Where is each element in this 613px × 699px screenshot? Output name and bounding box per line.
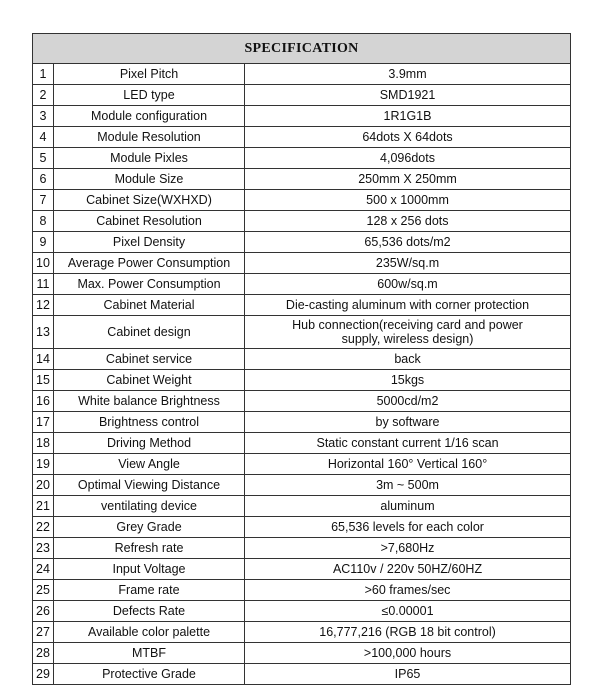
row-item: Cabinet design — [54, 316, 245, 349]
row-value: 250mm X 250mm — [245, 169, 571, 190]
row-number: 23 — [33, 538, 54, 559]
row-item: Available color palette — [54, 622, 245, 643]
row-number: 6 — [33, 169, 54, 190]
row-number: 16 — [33, 391, 54, 412]
row-item: Pixel Pitch — [54, 64, 245, 85]
table-row — [33, 127, 571, 148]
row-value: >60 frames/sec — [245, 580, 571, 601]
row-number: 22 — [33, 517, 54, 538]
table-row — [33, 559, 571, 580]
row-item: Module Resolution — [54, 127, 245, 148]
table-row — [33, 190, 571, 211]
row-value: 65,536 dots/m2 — [245, 232, 571, 253]
row-number: 28 — [33, 643, 54, 664]
row-number: 5 — [33, 148, 54, 169]
row-number: 18 — [33, 433, 54, 454]
row-item: View Angle — [54, 454, 245, 475]
row-number: 4 — [33, 127, 54, 148]
row-value: 3.9mm — [245, 64, 571, 85]
row-item: Grey Grade — [54, 517, 245, 538]
row-item: MTBF — [54, 643, 245, 664]
row-number: 2 — [33, 85, 54, 106]
table-row — [33, 148, 571, 169]
row-value: 128 x 256 dots — [245, 211, 571, 232]
row-number: 29 — [33, 664, 54, 685]
row-value: Die-casting aluminum with corner protection — [245, 295, 571, 316]
row-number: 24 — [33, 559, 54, 580]
row-item: Average Power Consumption — [54, 253, 245, 274]
row-item: Pixel Density — [54, 232, 245, 253]
row-item: Cabinet Material — [54, 295, 245, 316]
table-row — [33, 664, 571, 685]
row-value: 64dots X 64dots — [245, 127, 571, 148]
row-item: Module configuration — [54, 106, 245, 127]
table-row — [33, 433, 571, 454]
row-number: 7 — [33, 190, 54, 211]
row-item: Defects Rate — [54, 601, 245, 622]
row-value: 3m ~ 500m — [245, 475, 571, 496]
row-number: 21 — [33, 496, 54, 517]
row-item: Module Pixles — [54, 148, 245, 169]
row-item: Input Voltage — [54, 559, 245, 580]
row-number: 1 — [33, 64, 54, 85]
row-number: 17 — [33, 412, 54, 433]
row-value: Static constant current 1/16 scan — [245, 433, 571, 454]
row-value: 500 x 1000mm — [245, 190, 571, 211]
table-row — [33, 169, 571, 190]
row-value: back — [245, 349, 571, 370]
row-value: 16,777,216 (RGB 18 bit control) — [245, 622, 571, 643]
row-value: 65,536 levels for each color — [245, 517, 571, 538]
row-value: 15kgs — [245, 370, 571, 391]
row-number: 15 — [33, 370, 54, 391]
table-row — [33, 601, 571, 622]
row-value: Hub connection(receiving card and power supply, wireless design) — [245, 316, 571, 349]
row-number: 27 — [33, 622, 54, 643]
table-row — [33, 622, 571, 643]
row-number: 13 — [33, 316, 54, 349]
specification-table — [32, 33, 571, 685]
row-number: 3 — [33, 106, 54, 127]
row-value: >7,680Hz — [245, 538, 571, 559]
table-row — [33, 64, 571, 85]
table-row — [33, 85, 571, 106]
table-row — [33, 496, 571, 517]
row-item: LED type — [54, 85, 245, 106]
table-row — [33, 211, 571, 232]
row-value: Horizontal 160° Vertical 160° — [245, 454, 571, 475]
table-row — [33, 643, 571, 664]
table-row — [33, 316, 571, 349]
row-item: Cabinet Resolution — [54, 211, 245, 232]
row-value: 4,096dots — [245, 148, 571, 169]
row-value: >100,000 hours — [245, 643, 571, 664]
table-header-row — [33, 34, 571, 64]
row-number: 11 — [33, 274, 54, 295]
row-number: 9 — [33, 232, 54, 253]
table-title: SPECIFICATION — [33, 34, 571, 64]
table-row — [33, 391, 571, 412]
row-item: Optimal Viewing Distance — [54, 475, 245, 496]
row-value: by software — [245, 412, 571, 433]
row-value: 1R1G1B — [245, 106, 571, 127]
row-number: 25 — [33, 580, 54, 601]
table-row — [33, 232, 571, 253]
row-value: IP65 — [245, 664, 571, 685]
row-item: Frame rate — [54, 580, 245, 601]
row-item: Cabinet Size(WXHXD) — [54, 190, 245, 211]
table-row — [33, 412, 571, 433]
row-value: SMD1921 — [245, 85, 571, 106]
table-row — [33, 274, 571, 295]
table-row — [33, 253, 571, 274]
row-number: 12 — [33, 295, 54, 316]
table-row — [33, 517, 571, 538]
row-value: aluminum — [245, 496, 571, 517]
table-row — [33, 538, 571, 559]
row-item: Protective Grade — [54, 664, 245, 685]
row-item: Brightness control — [54, 412, 245, 433]
row-item: Module Size — [54, 169, 245, 190]
row-item: Driving Method — [54, 433, 245, 454]
row-number: 14 — [33, 349, 54, 370]
table-row — [33, 475, 571, 496]
row-item: Cabinet Weight — [54, 370, 245, 391]
row-value: ≤0.00001 — [245, 601, 571, 622]
table-row — [33, 106, 571, 127]
row-number: 26 — [33, 601, 54, 622]
row-value: 235W/sq.m — [245, 253, 571, 274]
row-number: 10 — [33, 253, 54, 274]
row-value: 5000cd/m2 — [245, 391, 571, 412]
table-row — [33, 295, 571, 316]
row-item: Max. Power Consumption — [54, 274, 245, 295]
row-item: White balance Brightness — [54, 391, 245, 412]
row-value: AC110v / 220v 50HZ/60HZ — [245, 559, 571, 580]
row-item: Cabinet service — [54, 349, 245, 370]
row-item: Refresh rate — [54, 538, 245, 559]
table-row — [33, 370, 571, 391]
row-number: 20 — [33, 475, 54, 496]
row-item: ventilating device — [54, 496, 245, 517]
row-number: 19 — [33, 454, 54, 475]
table-body — [33, 64, 571, 685]
table-row — [33, 580, 571, 601]
table-row — [33, 454, 571, 475]
row-value: 600w/sq.m — [245, 274, 571, 295]
table-row — [33, 349, 571, 370]
row-number: 8 — [33, 211, 54, 232]
